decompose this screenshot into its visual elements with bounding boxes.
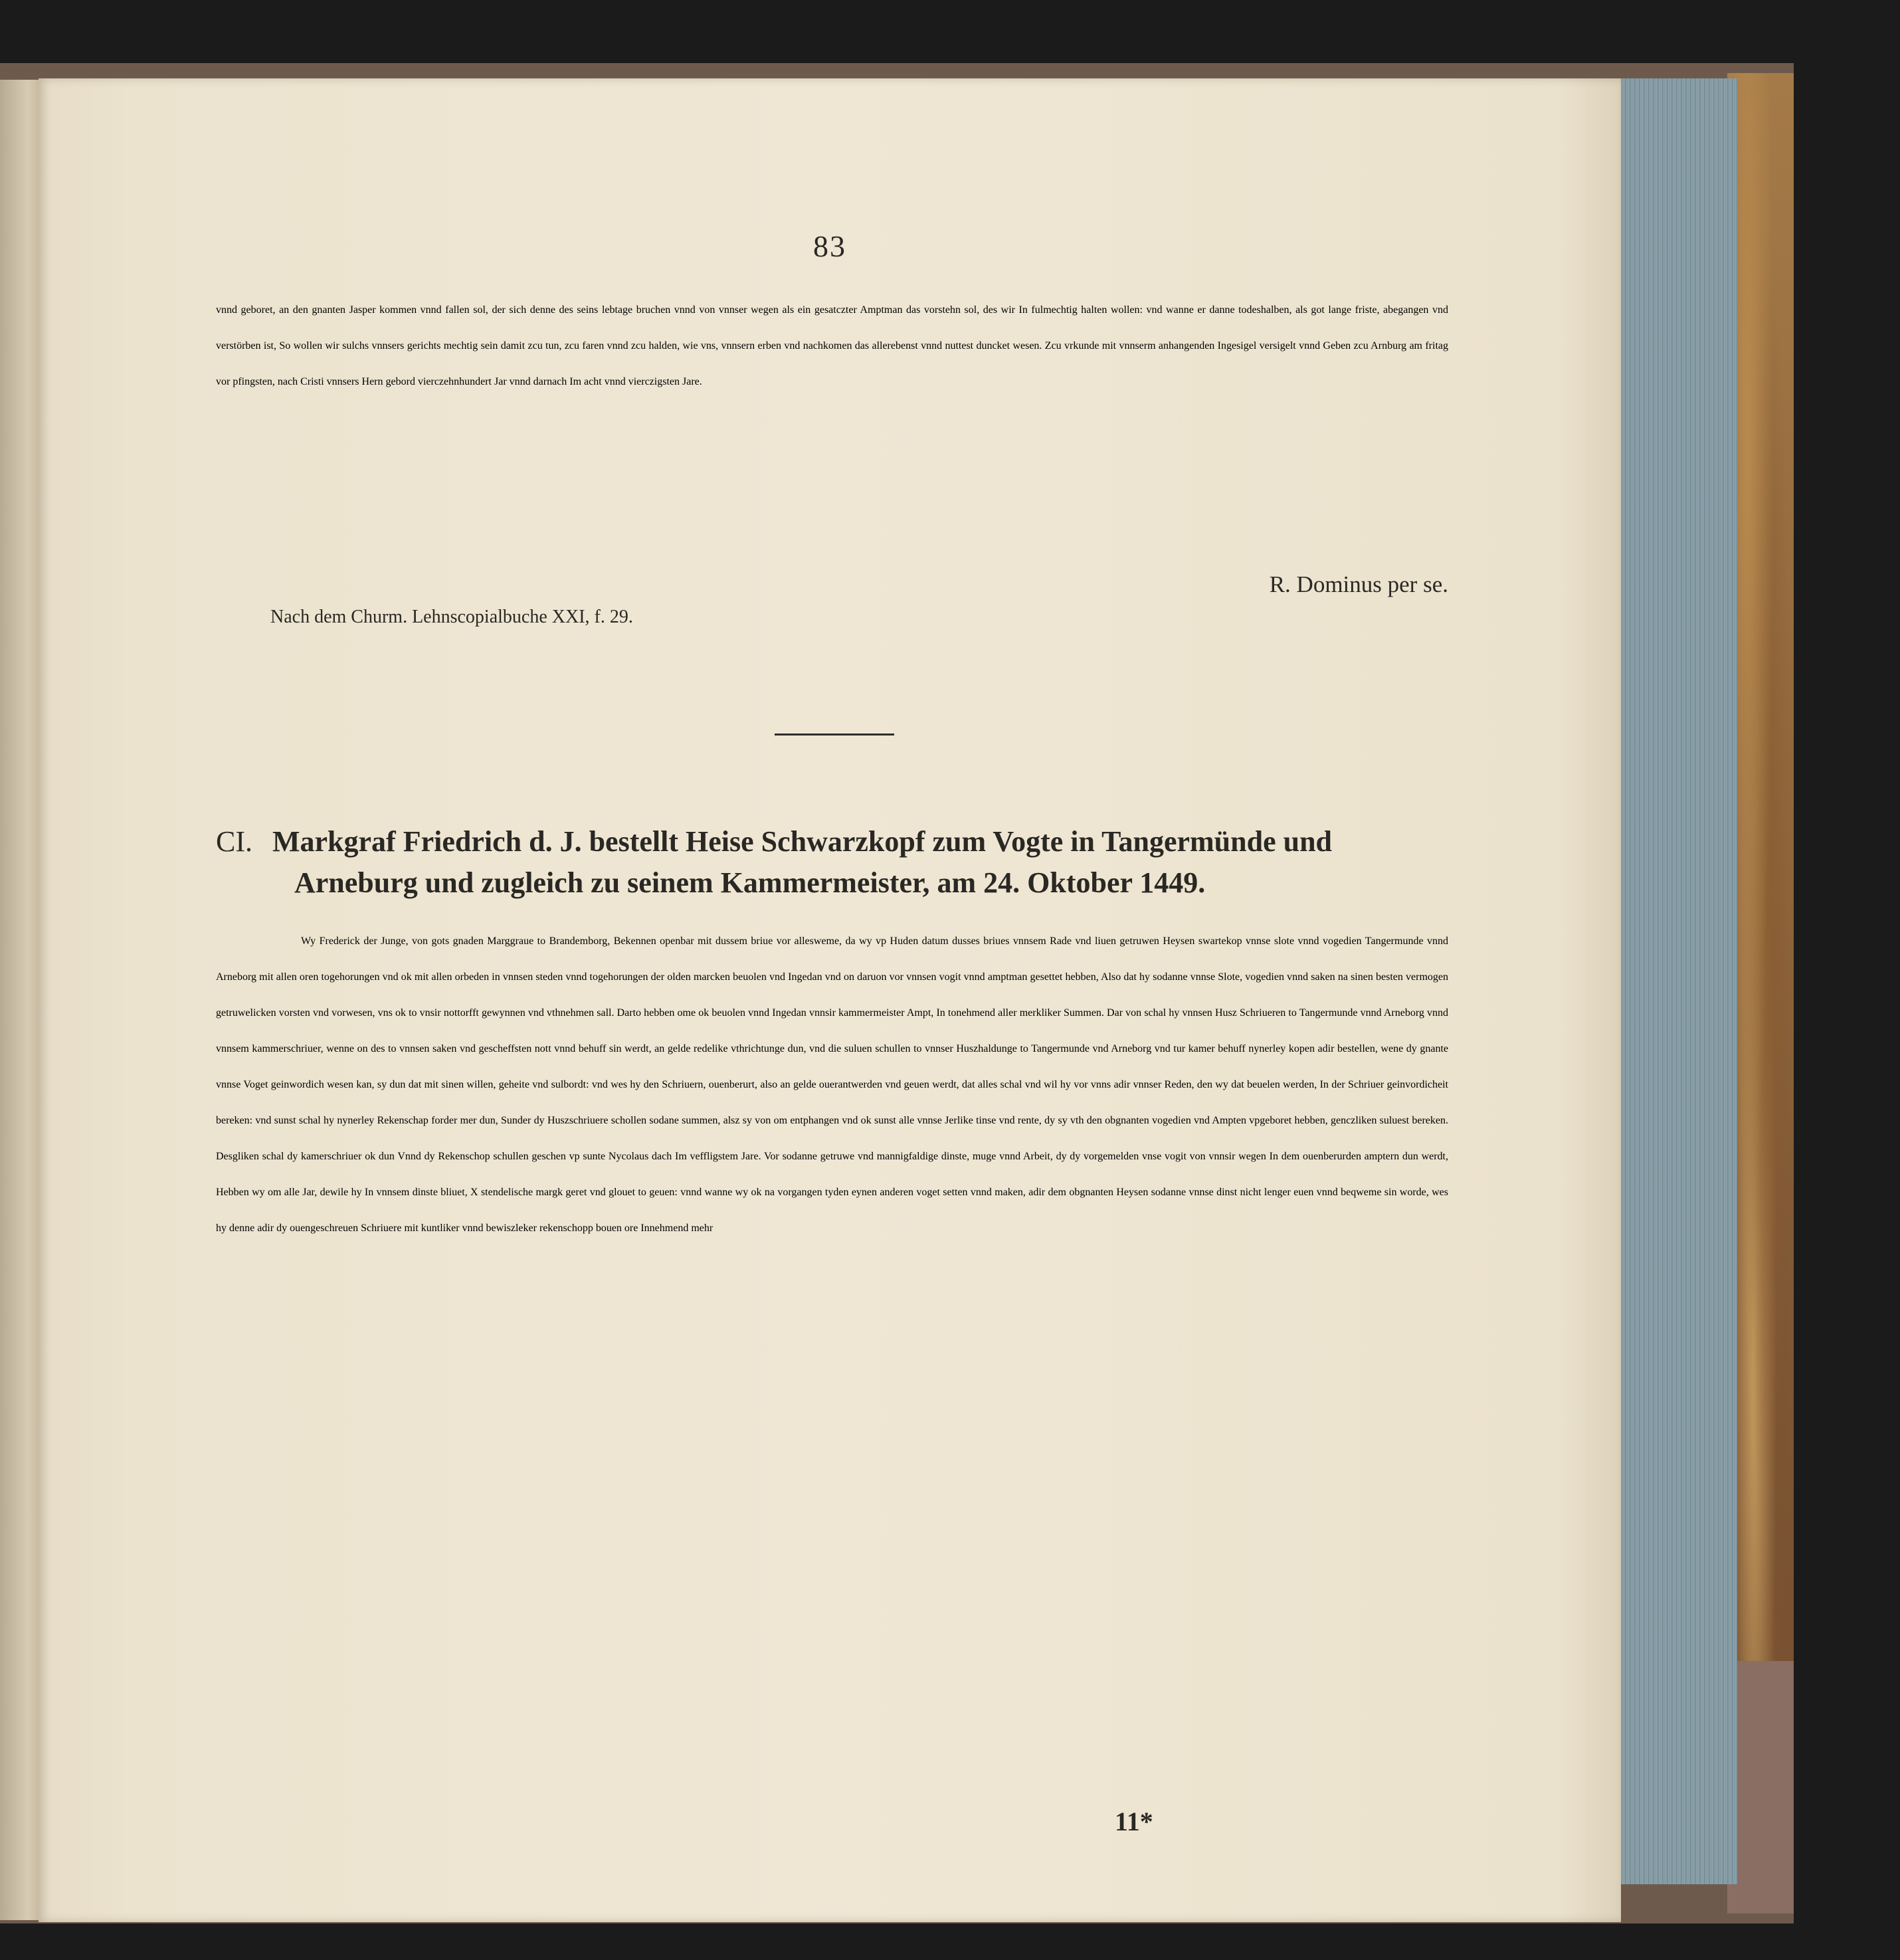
paragraph-2: Wy Frederick der Junge, von gots gnaden Marggraue to Brandemborg, Bekennen openbar mit dussem briue vor allesweme, da wy vp Huden datum dusses briues vnnsem Rade vnd liuen getruwen Heysen swartekop vnnse slote vnnd vogedien Tangermunde vnnd Arneborg mit allen oren togehorungen vnd ok mit allen orbeden in vnnsen steden vnnd togehorungen der olden marcken beuolen vnd Ingedan vnd on daruon vor vnnsen vogit vnnd amptman gesettet hebben, Also dat hy sodanne vnnse Slote, vogedien vnnd saken na sinen besten vermogen getruwelicken vorsten vnd vorwesen, vns ok to vnsir nottorfft gewynnen vnd vthnehmen sall. Darto hebben ome ok beuolen vnnd Ingedan vnnsir kammermeister Ampt, In tonehmend aller merkliker Summen. Dar von schal hy vnnsen Husz Schriueren to Tangermunde vnnd Arneborg vnnd vnnsem kammerschriuer, wenne on des to vnnsen saken vnd gescheffsten nott vnnd behuff sin werdt, an gelde redelike vthrichtunge dun, vnd die suluen schullen to vnnser Huszhaldunge to Tangermunde vnd Arneborg vnd tur kamer behuff nynerley kopen adir bestellen, wene dy gnante vnnse Voget geinwordich wesen kan, sy dun dat mit sinen willen, geheite vnd sulbordt: vnd wes hy den Schriuern, ouenberurt, also an gelde ouerantwerden vnd geuen werdt, dat alles schal vnd wil hy vor vnns adir vnnser Reden, den wy dat beuelen werden, In der Schriuer geinvordicheit bereken: vnd sunst schal hy nynerley Rekenschap forder mer dun, Sunder dy Huszschriuere schollen sodane summen, alsz sy von om entphangen vnd ok sunst alle vnnse Jerlike tinse vnd rente, dy sy vth den obgnanten vogedien vnd Ampten vpgeboret hebben, genczliken suluest bereken. Desgliken schal dy kamerschriuer ok dun Vnnd dy Rekenschop schullen geschen vp sunte Nycolaus dach Im veffligstem Jare. Vor sodanne getruwe vnd mannigfaldige dinste, muge vnnd Arbeit, dy dy vorgemelden vnse vogit von vnnsir wegen In dem ouenberurden amptern dun werdt, Hebben wy om alle Jar, dewile hy In vnnsem dinste bliuet, X stendelische margk geret vnd glouet to geuen: vnnd wanne wy ok na vorgangen tyden eynen anderen voget setten vnnd maken, adir dem obgnanten Heysen sodanne vnnse dinst nicht lenger euen vnnd beqweme sin worde, wes hy denne adir dy ouengeschreuen Schriuere mit kuntliker vnnd bewiszleker rekenschopp bouen ore Innehmend mehr [216, 935, 1448, 1234]
page-edges [1618, 78, 1737, 1884]
marbled-endpaper [1727, 73, 1794, 1907]
paragraph-1: vnnd geboret, an den gnanten Jasper kommen vnnd fallen sol, der sich denne des seins lebtage bruchen vnnd von vnnser wegen als ein gesatczter Amptman das vorstehn sol, des wir In fulmechtig halten wollen: vnd wanne er danne todeshalben, als got lange friste, abegangen vnd verstörben ist, So wollen wir sulchs vnnsers gerichts mechtig sein damit zcu tun, zcu faren vnnd zcu halden, wie vns, vnnsern erben vnd nachkomen das allerebenst vnnd nuttest duncket wesen. Zcu vrkunde mit vnnserm anhangenden Ingesigel versigelt vnnd Geben zcu Arnburg am fritag vor pfingsten, nach Cristi vnnsers Hern gebord vierczehnhundert Jar vnnd darnach Im acht vnnd vierczigsten Jare. [216, 304, 1448, 387]
heading-line-2: Arneburg und zugleich zu seinem Kammermeister, am 24. Oktober 1449. [294, 866, 1206, 899]
cover-cloth [1727, 1661, 1794, 1913]
sheet-signature-mark: 11* [1115, 1807, 1153, 1836]
section-heading [216, 821, 1448, 904]
section-divider [775, 734, 894, 735]
book-page [39, 78, 1621, 1922]
page-number: 83 [813, 229, 846, 263]
left-page-edge [0, 80, 41, 1920]
heading-line-1: Markgraf Friedrich d. J. bestellt Heise Schwarzkopf zum Vogte in Tangermünde und [272, 825, 1333, 858]
signature-line: R. Dominus per se. [1269, 571, 1448, 597]
heading-number: CI. [216, 825, 252, 858]
source-note: Nach dem Churm. Lehnscopialbuche XXI, f. 29. [270, 607, 633, 627]
